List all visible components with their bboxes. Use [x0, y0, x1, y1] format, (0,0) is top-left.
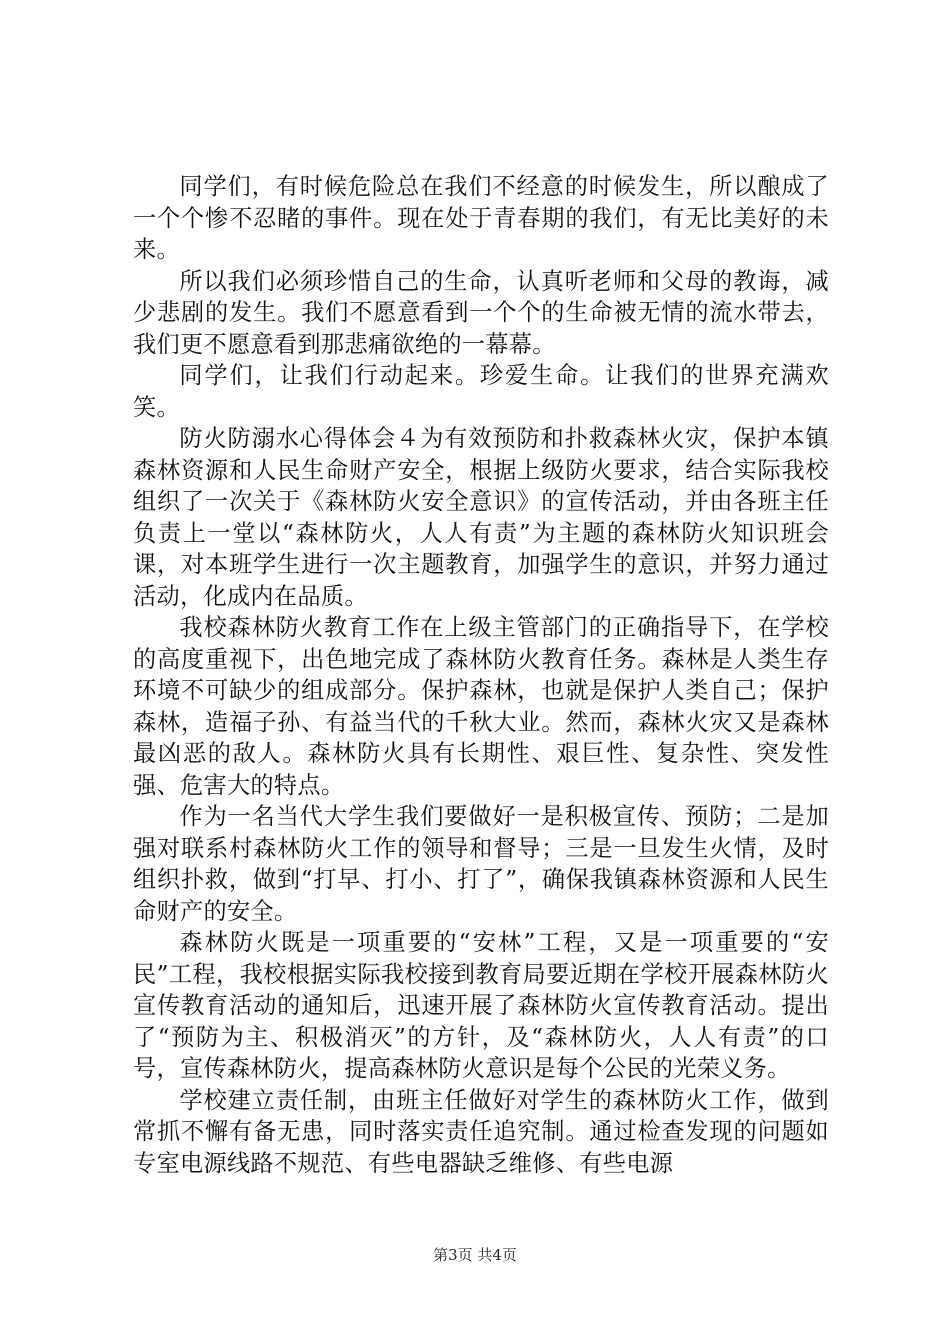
paragraph-8: 学校建立责任制，由班主任做好对学生的森林防火工作，做到常抓不懈有备无患，同时落实责任追究制。通过检查发现的问题如专室电源线路不规范、有些电器缺乏维修、有些电源: [133, 1086, 829, 1177]
paragraph-5: 我校森林防火教育工作在上级主管部门的正确指导下，在学校的高度重视下，出色地完成了森林防火教育任务。森林是人类生存环境不可缺少的组成部分。保护森林，也就是保护人类自己；保护森林，造福子孙、有益当代的千秋大业。然而，森林火灾又是森林最凶恶的敌人。森林防火具有长期性、艰巨性、复杂性、突发性强、危害大的特点。: [133, 614, 829, 799]
paragraph-7: 森林防火既是一项重要的“安林”工程，又是一项重要的“安民”工程，我校根据实际我校接到教育局要近期在学校开展森林防火宣传教育活动的通知后，迅速开展了森林防火宣传教育活动。提出了“预防为主、积极消灭”的方针，及“森林防火，人人有责”的口号，宣传森林防火，提高森林防火意识是每个公民的光荣义务。: [133, 929, 829, 1082]
paragraph-2: 所以我们必须珍惜自己的生命，认真听老师和父母的教诲，减少悲剧的发生。我们不愿意看到一个个的生命被无情的流水带去，我们更不愿意看到那悲痛欲绝的一幕幕。: [133, 267, 829, 358]
paragraph-1: 同学们，有时候危险总在我们不经意的时候发生，所以酿成了一个个惨不忍睹的事件。现在处于青春期的我们，有无比美好的未来。: [133, 173, 829, 263]
paragraph-3: 同学们，让我们行动起来。珍爱生命。让我们的世界充满欢笑。: [133, 362, 829, 421]
paragraph-6: 作为一名当代大学生我们要做好一是积极宣传、预防；二是加强对联系村森林防火工作的领导和督导；三是一旦发生火情，及时组织扑救，做到“打早、打小、打了”，确保我镇森林资源和人民生命财产的安全。: [133, 803, 829, 925]
paragraph-4: 防火防溺水心得体会４为有效预防和扑救森林火灾，保护本镇森林资源和人民生命财产安全，根据上级防火要求，结合实际我校组织了一次关于《森林防火安全意识》的宣传活动，并由各班主任负责上一堂以“森林防火，人人有责”为主题的森林防火知识班会课，对本班学生进行一次主题教育，加强学生的意识，并努力通过活动，化成内在品质。: [133, 425, 829, 610]
page-footer: [0, 1245, 950, 1265]
document-body: [133, 171, 829, 1179]
page-number-label: 第3页 共4页: [433, 1246, 517, 1264]
